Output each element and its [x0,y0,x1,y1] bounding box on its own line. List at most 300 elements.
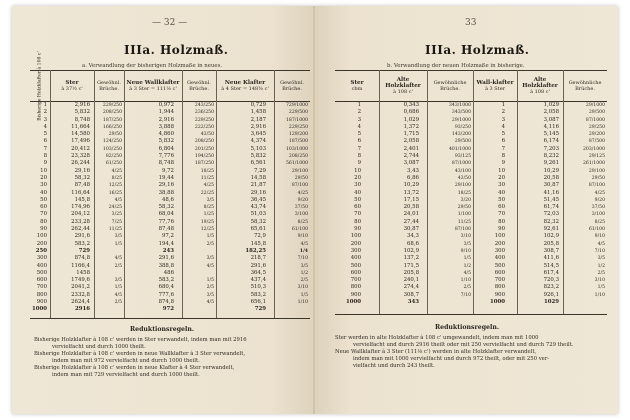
table-cell: 874,8 [74,255,90,262]
table-cell: 82/250 [105,154,122,160]
table-cell: 26,244 [71,160,90,167]
table-row [30,131,310,138]
table-cell: 8/25 [111,175,122,181]
table-row [30,138,310,145]
table-cell: 243 [162,247,174,254]
table-cell: 29/100 [291,168,308,174]
table-cell: 29/100 [588,168,605,174]
table-cell: 600 [494,269,505,276]
table-cell: 236/250 [194,110,214,116]
table-bottom-rule [30,318,310,319]
table-cell: 29/125 [588,154,605,160]
table-cell: 14,580 [71,131,90,138]
table-cell: 20,58 [403,204,419,211]
table-cell: 72,9 [253,233,266,240]
table-cell: 2/5 [206,285,214,291]
table-cell: 22/25 [200,190,214,196]
table-cell: 1166,4 [71,262,90,269]
table-cell: 29/50 [108,132,122,138]
header-alte-holzklafter: Alte Holzklafter à 108 c' [385,77,421,95]
table-cell: 2 [501,109,505,116]
table-cell: 13,72 [403,189,419,196]
table-row [335,255,607,262]
table-cell: 243/250 [194,103,214,108]
table-cell: 229/250 [288,124,308,130]
table-cell: 514,5 [543,262,559,269]
table-cell: 900 [494,291,505,298]
rule-line: indem man mit 1000 vervielfacht und durch 972 theilt, oder mit 250 ver- [353,356,550,362]
table-cell: 1/5 [114,241,122,247]
table-cell: 43/50 [457,175,471,181]
table-cell: 6 [501,138,505,145]
table-cell: 145,8 [250,240,266,247]
table-cell: 200 [494,240,505,247]
table-row [30,146,310,153]
table-row [335,270,607,277]
page-title: IIIa. Holzmaß. [124,43,229,57]
rules-text [335,335,611,370]
table-cell: 6,804 [158,145,174,152]
table-cell: 87/1000 [451,161,471,167]
table-cell: 208/250 [102,110,122,116]
table-cell: 2/5 [597,270,605,276]
table-cell: 3/25 [111,212,122,218]
table-cell: 10 [354,167,361,174]
table-cell: 7,203 [543,145,559,152]
table-cell: 187/1000 [285,117,308,123]
table-cell: 9/10 [594,234,605,240]
table-cell: 218,7 [250,255,266,262]
table-cell: 204,12 [71,211,90,218]
table-row [30,219,310,226]
table-cell: 3,43 [406,167,419,174]
header-klafter: Neue Klafter à 4 Ster = 148⅜ c' [221,80,269,92]
table-cell: 14,58 [250,174,266,181]
table-cell: 205,8 [403,269,419,276]
table-cell: 6,86 [406,174,419,181]
table-cell: 58,32 [250,218,266,225]
table-row [335,131,607,138]
table-row [30,168,310,175]
table-cell: 93/250 [454,124,471,130]
table-cell: 100 [350,233,361,240]
table-row [30,190,310,197]
header-ster: Ster cbm [350,80,364,92]
table-cell: 777,6 [158,291,174,298]
table-cell: 400 [36,262,47,269]
table-cell: 58,32 [158,204,174,211]
table-cell: 2,744 [403,153,419,160]
table-cell: 486 [163,269,174,276]
table-row [30,109,310,116]
table-cell: 129/200 [288,132,308,138]
rules-title: Reduktionsregeln. [435,324,499,331]
table-cell: 61/100 [588,227,605,233]
page-number: — 32 — [152,18,188,28]
table-cell: 17,15 [403,196,419,203]
open-booklet-spread [12,6,618,414]
table-cell: 20 [354,174,361,181]
table-cell: 1/5 [597,285,605,291]
table-cell: 20 [40,174,47,181]
header-wallklafter: Neue Wallklafter à 3 Ster = 111⅛ c' [126,80,180,92]
table-row [335,233,607,240]
table-cell: 343/500 [451,110,471,116]
table-row [30,160,310,167]
table-cell: 70 [40,211,47,218]
table-cell: 900 [350,291,361,298]
table-cell: 364,5 [250,269,266,276]
table-row [30,277,310,284]
table-cell: 70 [354,211,361,218]
table-cell: 87,48 [158,226,174,233]
table-cell: 87,48 [74,182,90,189]
table-cell: 8/25 [297,219,308,225]
table-cell: 1,715 [403,131,419,138]
table-cell: 8 [501,153,505,160]
table-cell: 4/5 [597,241,605,247]
table-cell: 680,4 [158,284,174,291]
table-cell: 1/100 [457,212,471,218]
table-cell: 70 [498,211,505,218]
table-cell: 5,832 [250,153,266,160]
table-cell: 972 [162,306,174,313]
table-cell: 2,058 [403,138,419,145]
table-cell: 60 [354,204,361,211]
table-cell: 102,9 [543,233,559,240]
table-cell: 1749,6 [71,277,90,284]
table-cell: 2916 [74,306,90,313]
table-row [335,146,607,153]
table-cell: 3/10 [594,278,605,284]
header-ster: Ster à 37½ c' [61,80,83,92]
table-cell: 2,916 [250,123,266,130]
table-cell: 103/1000 [285,146,308,152]
table-row [335,197,607,204]
table-cell: 3,888 [158,123,174,130]
table-cell: 229/500 [288,110,308,116]
table-row [30,117,310,124]
table-cell: 3 [501,116,505,123]
table-cell: 5,832 [74,109,90,116]
table-cell: 233,28 [71,218,90,225]
table-cell: 93/125 [454,154,471,160]
table-row [30,292,310,299]
table-bottom-rule [335,314,607,315]
table-cell: 10 [498,167,505,174]
header-alte-holzklafter-2: Alte Holzklafter à 108 c' [522,77,558,95]
table-cell: 2 [43,109,47,116]
table-cell: 9/10 [297,234,308,240]
table-cell: 12/25 [108,183,122,189]
table-cell: 171,5 [403,262,419,269]
table-cell: 8,748 [74,116,90,123]
table-cell: 4 [43,123,47,130]
table-cell: 4/5 [206,263,214,269]
table-cell: 800 [36,291,47,298]
table-row [30,182,310,189]
rule-line: Neue Wallklafter à 3 Ster (111⅛ c') werden in alte Holzklafter verwandelt, [335,349,537,355]
table-row [335,226,607,233]
table-row [30,263,310,270]
table-cell: 29/1000 [451,117,471,123]
table-cell: 29,16 [158,182,174,189]
table-cell: 100 [494,233,505,240]
table-cell: 38,88 [158,189,174,196]
table-cell: 5 [501,131,505,138]
table-cell: 11/25 [108,227,122,233]
table-cell: 143/200 [451,132,471,138]
table-cell: 43,74 [250,204,266,211]
table-cell: 4/5 [206,300,214,306]
table-row [335,168,607,175]
table-cell: 19,44 [158,174,174,181]
table-cell: 21,87 [250,182,266,189]
table-cell: 400 [350,255,361,262]
table-cell: 8 [357,153,361,160]
table-row [30,306,310,313]
table-cell: 1,029 [403,116,419,123]
table-row [335,248,607,255]
table-cell: 51,45 [543,196,559,203]
table-cell: 60 [498,204,505,211]
table-cell: 4/5 [114,197,122,203]
table-cell: 229/250 [102,103,122,108]
table-cell: 291,6 [250,262,266,269]
table-cell: 3/5 [206,256,214,262]
table-cell: 9/10 [460,248,471,254]
table-cell: 3,087 [543,116,559,123]
table-cell: 208/250 [288,154,308,160]
table-cell: 182,25 [245,247,266,254]
table-cell: 3/10 [460,234,471,240]
table-cell: 4/25 [297,190,308,196]
header-bruch-3: Gewöhnl. Brüche. [280,80,304,92]
table-cell: 3/5 [300,263,308,269]
table-cell: 343/1000 [448,103,471,108]
table-cell: 194,4 [158,240,174,247]
table-cell: 1/2 [597,263,605,269]
table-cell: 729/1000 [285,103,308,108]
table-cell: 92,61 [543,226,559,233]
table-cell: 400 [494,255,505,262]
header-bruch-1: Gewöhnl. Brüche. [97,80,121,92]
table-cell: 90 [498,226,505,233]
table-cell: 300 [36,255,47,262]
table-cell: 561/1000 [285,161,308,167]
table-cell: 2,058 [543,109,559,116]
table-cell: 2,401 [403,145,419,152]
table-row [30,153,310,160]
rules-text [34,337,310,379]
table-cell: 0,972 [158,102,174,108]
table-cell: 24/25 [108,205,122,211]
table-cell: 30,87 [543,182,559,189]
table-cell: 30 [354,182,361,189]
table-cell: 3/5 [114,234,122,240]
page-title: IIIa. Holzmaß. [425,43,530,57]
table-cell: 27,44 [403,218,419,225]
table-cell: 124/250 [102,139,122,145]
table-row [30,204,310,211]
table-cell: 500 [350,262,361,269]
table-cell: 30,87 [403,226,419,233]
table-cell: 90 [40,226,47,233]
table-cell: 8,748 [158,160,174,167]
header-bruch-2: Gewöhnliche Brüche. [568,80,602,92]
page-number: 33 [465,18,477,28]
table-cell: 8/25 [203,205,214,211]
table-cell: 1458 [76,269,90,276]
table-cell: 7,29 [253,167,266,174]
table-cell: 6,561 [250,160,266,167]
table-cell: 500 [494,262,505,269]
table-cell: 58,32 [74,174,90,181]
table-row [335,124,607,131]
rules-title: Reduktionsregeln. [130,326,194,333]
table-row [335,241,607,248]
table-cell: 500 [36,269,47,276]
table-cell: 87/100 [588,183,605,189]
table-cell: 8,232 [543,153,559,160]
table-cell: 68,6 [406,240,419,247]
table-cell: 7/25 [111,219,122,225]
table-cell: 2332,8 [71,291,90,298]
table-cell: 4/25 [203,183,214,189]
table-cell: 116,64 [71,189,90,196]
table-cell: 2/5 [114,300,122,306]
table-cell: 1/2 [463,263,471,269]
table-row [335,175,607,182]
table-cell: 37/50 [591,205,605,211]
table-cell: 4,860 [158,131,174,138]
table-row [335,102,607,109]
table-cell: 261/1000 [582,161,605,167]
table-cell: 3/5 [206,197,214,203]
table-cell: 2 [357,109,361,116]
table-cell: 5,103 [250,145,266,152]
table-cell: 61,74 [543,204,559,211]
table-cell: 60 [40,204,47,211]
table-cell: 7 [43,145,47,152]
table-row [335,292,607,299]
table-cell: 30 [498,182,505,189]
table-cell: 1000 [489,299,505,306]
table-cell: 7 [357,145,361,152]
table-row [335,182,607,189]
table-cell: 3 [43,116,47,123]
table-cell: 29/50 [591,175,605,181]
table-row [335,211,607,218]
table-cell: 201/250 [194,146,214,152]
table-row [335,160,607,167]
table-cell: 4 [501,123,505,130]
table-cell: 80 [40,218,47,225]
table-row [335,277,607,284]
table-cell: 600 [350,269,361,276]
rule-line: Bisherige Holzklafter à 108 c' werden in neue Klafter à 4 Ster verwandelt, [34,365,235,371]
table-cell: 1/2 [300,270,308,276]
table-cell: 9,261 [543,160,559,167]
table-cell: 343 [407,299,419,306]
table-cell: 308,7 [403,291,419,298]
rule-line: vervielfacht und durch 2916 theilt oder mit 250 vervielfacht und durch 729 theilt. [353,342,574,348]
table-cell: 10,29 [403,182,419,189]
table-cell: 2,916 [158,116,174,123]
table-cell: 77,76 [158,218,174,225]
table-cell: 7/10 [594,248,605,254]
table-cell: 291,6 [158,255,174,262]
table-cell: 1/5 [463,256,471,262]
table-row [30,270,310,277]
table-row [335,138,607,145]
table-cell: 600 [36,277,47,284]
table-cell: 10 [40,167,47,174]
table-cell: 388,8 [158,262,174,269]
table-cell: 187/500 [288,139,308,145]
table-cell: 2/5 [114,263,122,269]
table-cell: 2,916 [74,102,90,108]
table-cell: 50 [354,196,361,203]
table-cell: 208/250 [194,139,214,145]
table-cell: 1/10 [460,278,471,284]
table-row [30,197,310,204]
table-cell: 87/100 [454,227,471,233]
table-row [335,284,607,291]
table-cell: 1/5 [300,292,308,298]
table-cell: 36,45 [250,196,266,203]
table-cell: 187/250 [102,117,122,123]
table-cell: 401/1000 [448,146,471,152]
table-cell: 1000 [345,299,361,306]
table-cell: 300 [350,247,361,254]
table-cell: 1/5 [114,285,122,291]
table-cell: 4 [357,123,361,130]
rule-line: Bisherige Holzklafter à 108 c' werden in Ster verwandelt, indem man mit 2916 [34,337,247,343]
table-row [335,109,607,116]
table-cell: 29/50 [294,175,308,181]
table-row [30,226,310,233]
table-cell: 10,29 [543,167,559,174]
table-header [335,70,607,102]
table-cell: 4/5 [300,241,308,247]
table-cell: 97,2 [161,233,174,240]
table-cell: 29/500 [454,139,471,145]
table-row [335,204,607,211]
table-cell: 7/10 [297,256,308,262]
table-cell: 37/50 [294,205,308,211]
table-cell: 30 [40,182,47,189]
table-cell: 145,8 [74,196,90,203]
section-subtitle: a. Verwandlung der bisherigen Holzmaße in neues. [82,63,223,69]
table-cell: 3/5 [114,278,122,284]
table-row [30,124,310,131]
table-cell: 411,6 [543,255,559,262]
rule-line: Bisherige Holzklafter à 108 c' werden in neue Wallklafter à 3 Ster verwandelt, [34,351,246,357]
table-cell: 43/50 [200,132,214,138]
table-cell: 3,087 [403,160,419,167]
table-cell: 5 [357,131,361,138]
table-cell: 2/5 [206,241,214,247]
table-cell: 1,029 [543,102,559,108]
left-page [12,6,315,414]
table-cell: 9,72 [161,167,174,174]
table-cell: 43/100 [454,168,471,174]
table-cell: 874,8 [158,299,174,306]
table-cell: 29/50 [457,205,471,211]
table-cell: 18/25 [200,168,214,174]
table-cell: 3 [357,116,361,123]
